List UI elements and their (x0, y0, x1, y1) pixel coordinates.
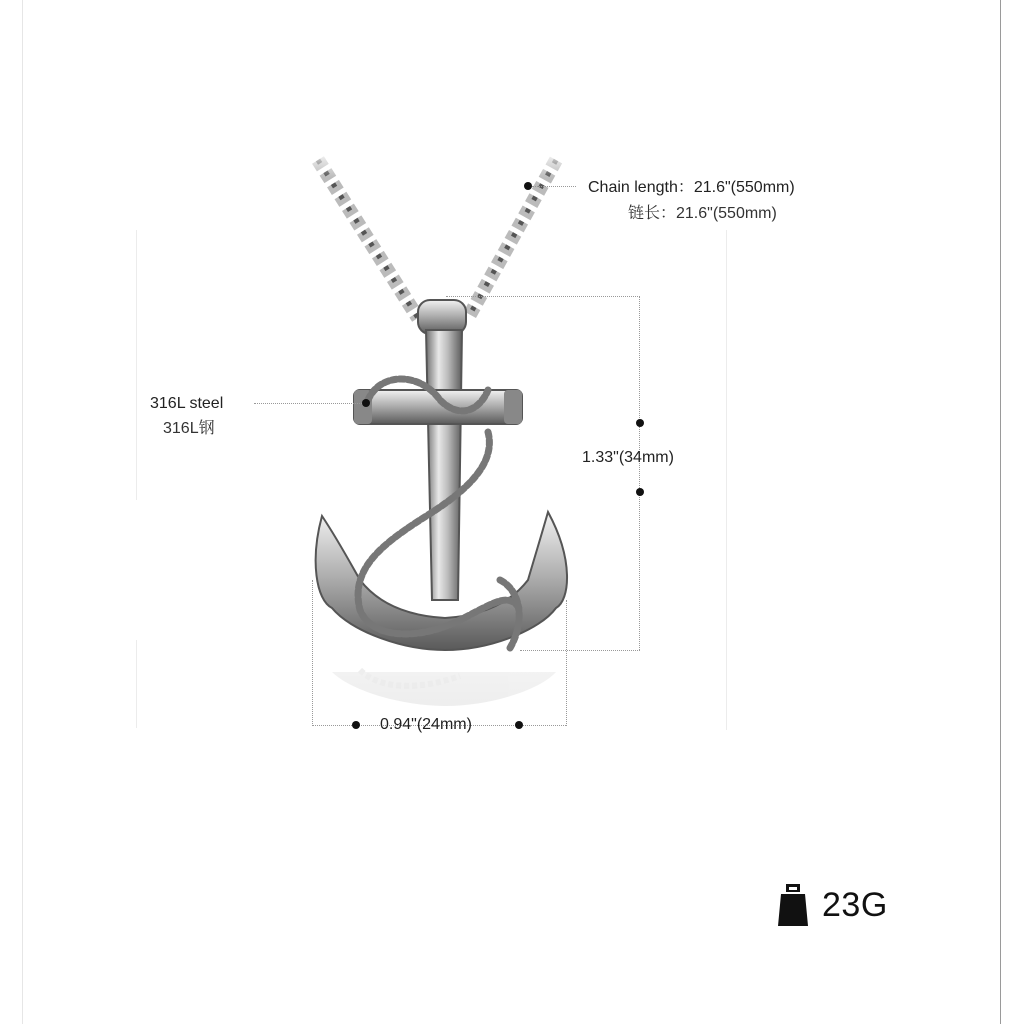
width-marker-left (352, 721, 360, 729)
height-marker-bottom (636, 488, 644, 496)
width-marker-right (515, 721, 523, 729)
chain-marker-dot (524, 182, 532, 190)
material-label: 316L steel (150, 395, 224, 412)
width-label: 0.94"(24mm) (380, 716, 472, 733)
width-right-line (566, 600, 567, 726)
material-marker-dot (362, 399, 370, 407)
height-top-line (446, 296, 640, 297)
width-left-line (312, 580, 313, 726)
weight-info (778, 884, 888, 926)
height-bottom-line (520, 650, 640, 651)
chain-length-label: Chain length：21.6"(550mm) (588, 179, 795, 196)
height-marker-top (636, 419, 644, 427)
weight-label: 23G (822, 885, 888, 924)
material-leader-line (254, 403, 362, 404)
chain (318, 160, 556, 318)
chain-leader-line (532, 186, 576, 187)
chain-length-label-cn: 链长：21.6"(550mm) (628, 205, 777, 222)
height-dimension-line (639, 296, 640, 650)
material-label-cn: 316L钢 (163, 420, 215, 437)
height-label: 1.33"(34mm) (582, 449, 674, 466)
weight-icon (778, 884, 808, 926)
